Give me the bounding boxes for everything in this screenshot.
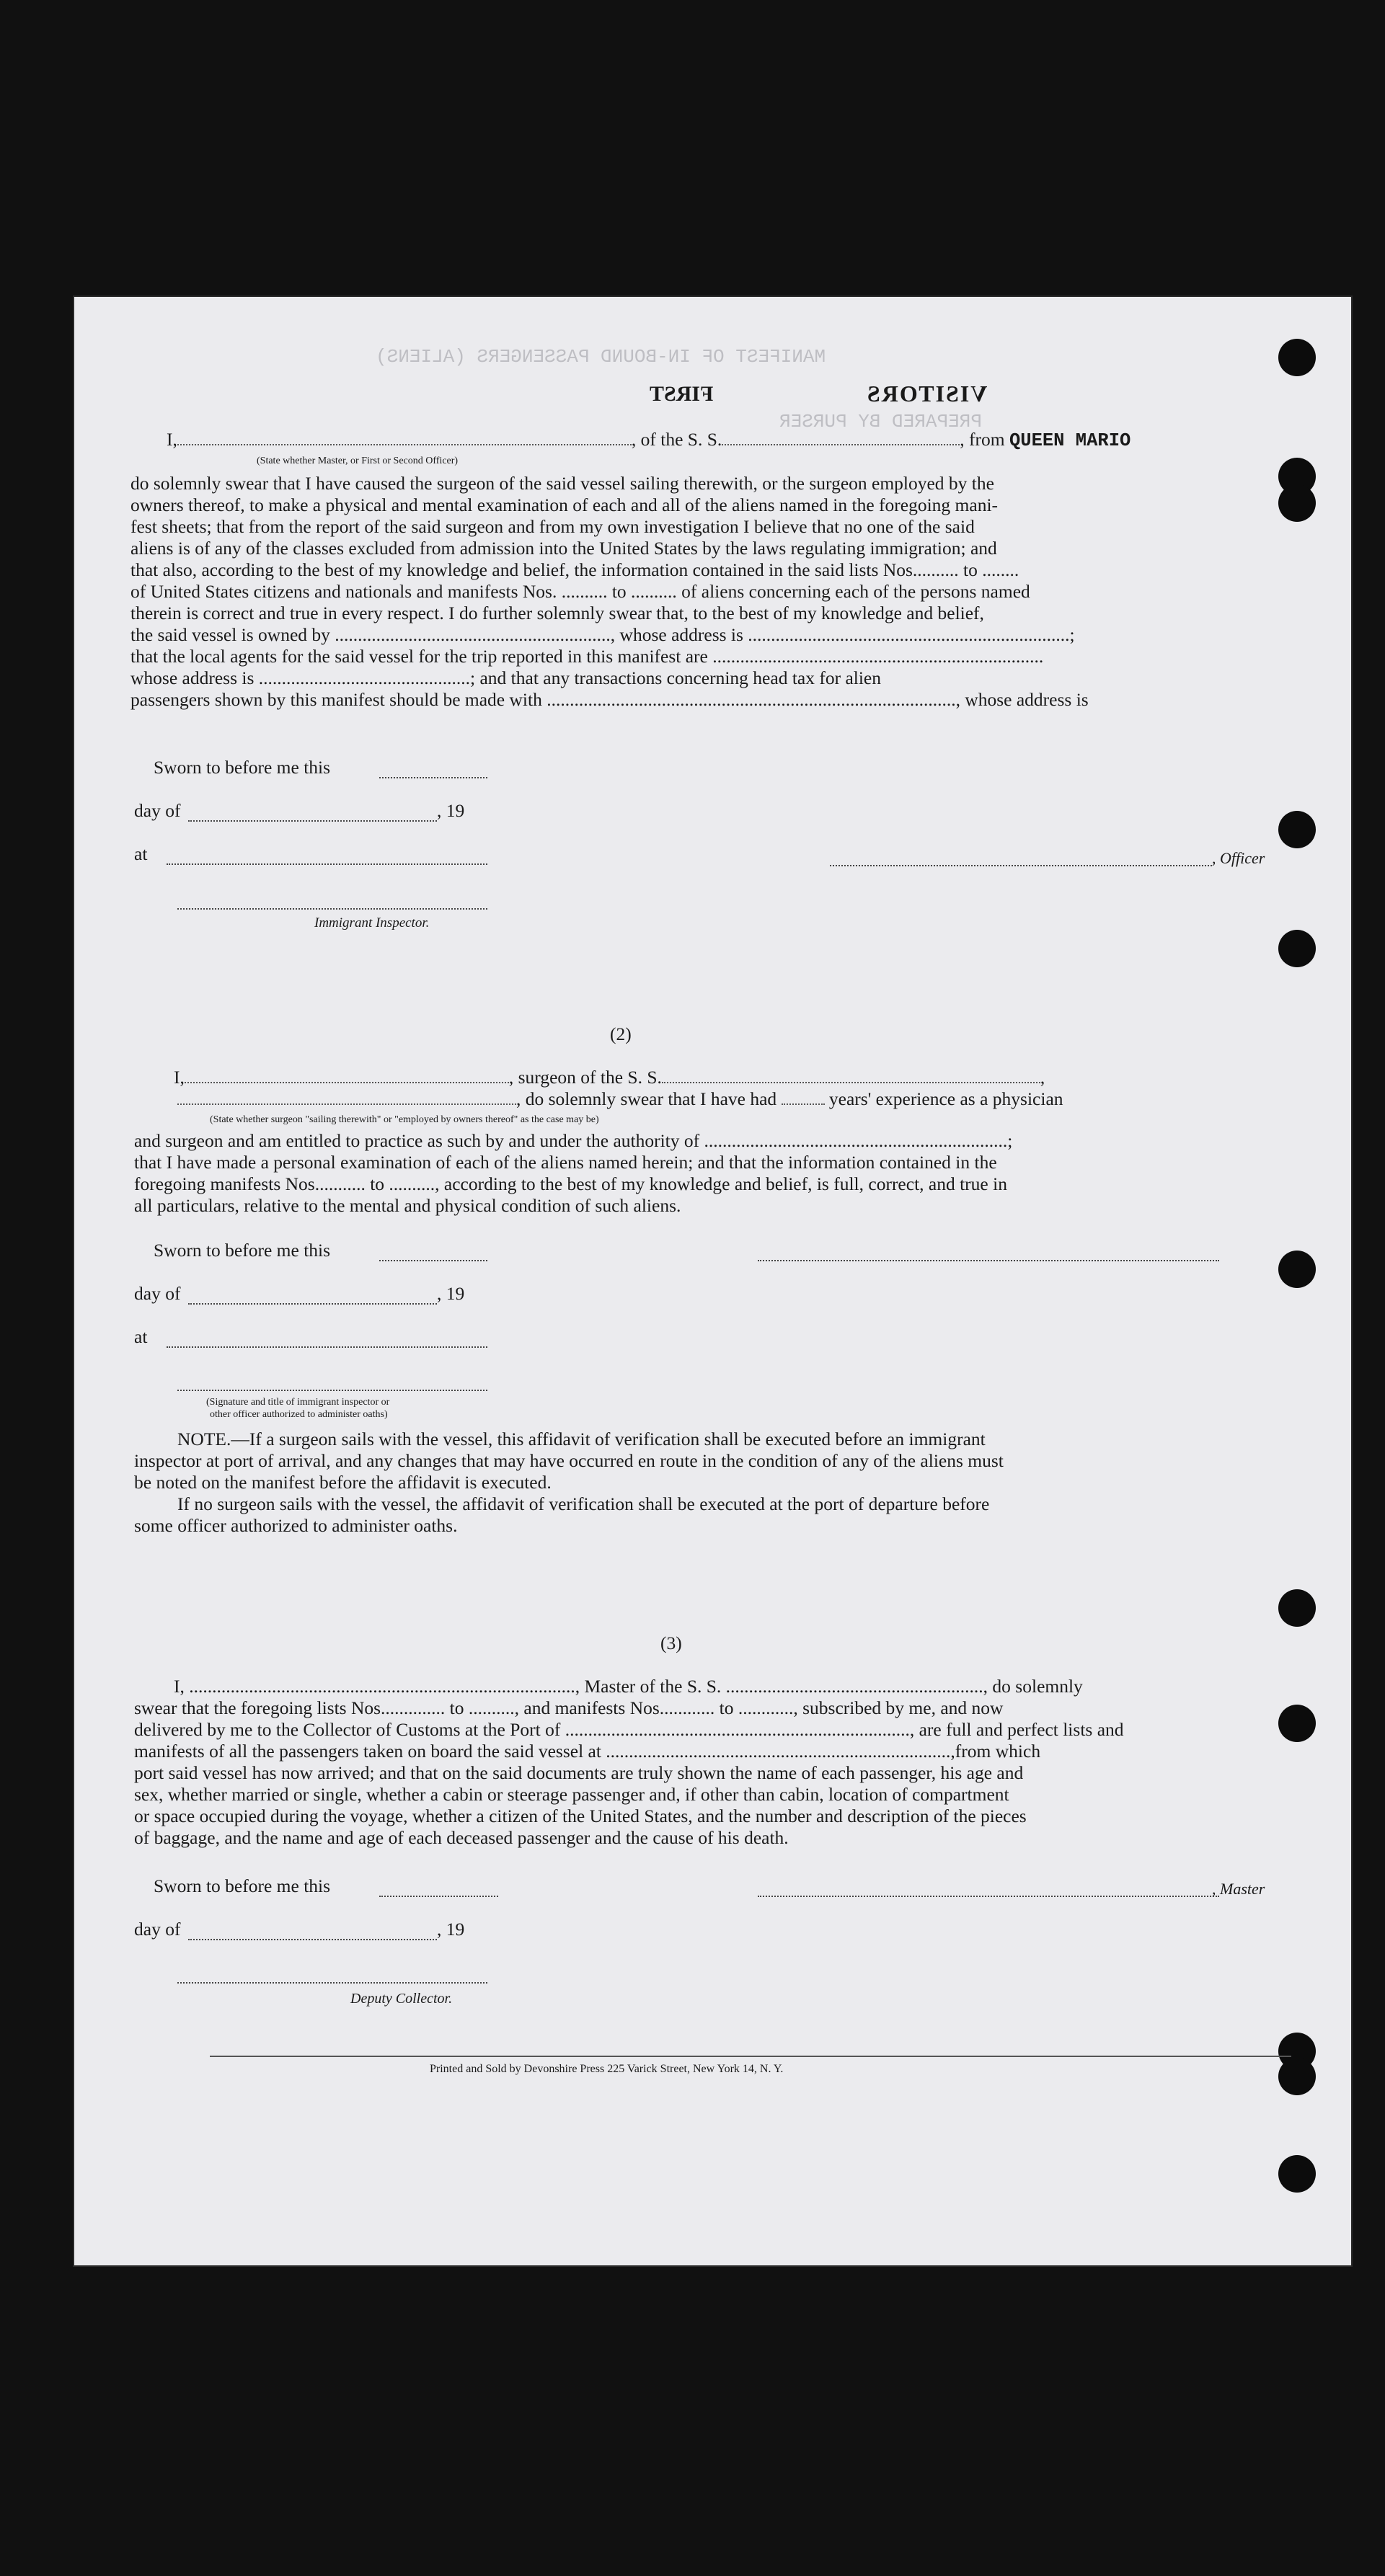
day-of-label: day of [134,1919,181,1940]
paragraph-line: that also, according to the best of my knowledge and belief, the information contained in the said lists Nos.......... to ........ [130,559,1019,580]
note-line: inspector at port of arrival, and any changes that may have occurred en route in the condition of any of the aliens must [134,1450,1004,1471]
paragraph-line: that I have made a personal examination of each of the aliens named herein; and that the information contained in the [134,1152,997,1173]
section2-note: (State whether surgeon "sailing therewith" or "employed by owners thereof" as the case may be) [210,1114,599,1125]
master-label: , Master [1212,1880,1265,1898]
paragraph-line: I, ...................................................................................., Master of the S. S. ........................................................, do solemnly [174,1676,1083,1697]
year-label: , 19 [437,800,465,821]
sworn-label: Sworn to before me this [154,1875,331,1896]
bleed-through-stamp: PREPARED BY PURSER [779,411,982,432]
master-signature-line [758,1896,1219,1897]
paragraph-line: port said vessel has now arrived; and that on the said documents are truly shown the name of each passenger, his age and [134,1762,1024,1783]
section2-number: (2) [610,1023,632,1044]
at-label: at [134,843,148,864]
paragraph-line: swear that the foregoing lists Nos.............. to .........., and manifests Nos............ to ............, subscribed by me, and now [134,1697,1004,1718]
officer-label: , Officer [1212,849,1265,867]
year-label: , 19 [437,1919,465,1940]
paragraph-line: the said vessel is owned by ............................................................, whose address is ......................................................................; [130,624,1075,645]
inspector-label: Immigrant Inspector. [314,915,430,931]
paragraph-line: of baggage, and the name and age of each deceased passenger and the cause of his death. [134,1827,789,1848]
sworn-date-line [379,777,487,778]
punch-hole [1278,930,1316,967]
bleed-through-stamp: MANIFEST OF IN-BOUND PASSENGERS (ALIENS) [376,346,826,368]
sworn-date-line [379,1896,498,1897]
day-of-line [188,1303,437,1305]
note-paragraph [134,1429,1291,1537]
paragraph-line: do solemnly swear that I have caused the surgeon of the said vessel sailing therewith, or the surgeon employed by the [130,473,994,494]
year-label: , 19 [437,1283,465,1304]
paragraph-line: passengers shown by this manifest should be made with ........................................................................................., whose address is [130,689,1089,710]
paragraph-line: or space occupied during the voyage, whether a citizen of the United States, and the number and description of the pieces [134,1806,1027,1826]
day-of-line [188,1939,437,1940]
section2-oath-line: I, , surgeon of the S. S. , [174,1067,1045,1088]
printer-imprint: Printed and Sold by Devonshire Press 225 Varick Street, New York 14, N. Y. [430,2063,784,2075]
at-line [167,863,487,865]
officer-signature-line [830,865,1212,866]
paragraph-line: delivered by me to the Collector of Customs at the Port of ..........................................................................., are full and perfect lists and [134,1719,1124,1740]
from-port-value: QUEEN MARIO [1009,430,1131,451]
title-visitors: VISITORS [866,381,988,407]
paragraph-line: therein is correct and true in every respect. I do further solemnly swear that, to the best of my knowledge and belief, [130,603,984,623]
punch-hole [1278,339,1316,376]
paragraph-line: and surgeon and am entitled to practice as such by and under the authority of ..................................................................; [134,1130,1013,1151]
paragraph-line: whose address is ..............................................; and that any transactions concerning head tax for alien [130,667,882,688]
section1-note: (State whether Master, or First or Second Officer) [257,456,459,466]
section3-number: (3) [660,1633,682,1653]
inspector-signature-line [177,908,487,910]
signature-note: other officer authorized to administer oaths) [210,1409,388,1420]
sworn-label: Sworn to before me this [154,1240,331,1261]
note-line: some officer authorized to administer oaths. [134,1515,458,1536]
at-line [167,1346,487,1348]
signature-line [758,1260,1219,1261]
section1-oath-line: I, , of the S. S. , from QUEEN MARIO [167,429,1131,451]
section2-paragraph [134,1130,1291,1217]
signature-note: (Signature and title of immigrant inspector or [206,1397,390,1408]
note-line: If no surgeon sails with the vessel, the affidavit of verification shall be executed at the port of departure before [177,1493,990,1514]
punch-hole [1278,1251,1316,1288]
paragraph-line: aliens is of any of the classes excluded from admission into the United States by the laws regulating immigration; and [130,538,997,559]
paragraph-line: manifests of all the passengers taken on board the said vessel at ...........................................................................,from which [134,1741,1041,1762]
sworn-label: Sworn to before me this [154,757,331,778]
day-of-line [188,820,437,822]
day-of-label: day of [134,1283,181,1304]
day-of-label: day of [134,800,181,821]
document-page [73,296,1353,2267]
punch-hole [1278,1589,1316,1627]
paragraph-line: fest sheets; that from the report of the said surgeon and from my own investigation I believe that no one of the said [130,516,975,537]
footer-rule [210,2056,1291,2057]
paragraph-line: owners thereof, to make a physical and mental examination of each and all of the aliens named in the foregoing mani- [130,494,999,515]
paragraph-line: foregoing manifests Nos........... to .........., according to the best of my knowledge and belief, is full, correct, and true in [134,1173,1007,1194]
title-first: FIRST [650,382,714,406]
at-label: at [134,1326,148,1347]
paragraph-line: of United States citizens and nationals and manifests Nos. .......... to .......... of aliens concerning each of the persons named [130,581,1030,602]
section3-paragraph [134,1676,1291,1849]
collector-signature-line [177,1982,487,1984]
paragraph-line: sex, whether married or single, whether a cabin or steerage passenger and, if other than cabin, location of compartment [134,1784,1009,1805]
punch-hole [1278,2058,1316,2095]
punch-hole [1278,2155,1316,2193]
section1-paragraph [130,473,1291,711]
note-line: NOTE.—If a surgeon sails with the vessel, this affidavit of verification shall be executed before an immigrant [177,1429,986,1449]
collector-label: Deputy Collector. [350,1991,453,2007]
note-line: be noted on the manifest before the affidavit is executed. [134,1472,552,1493]
sworn-date-line [379,1260,487,1261]
paragraph-line: all particulars, relative to the mental and physical condition of such aliens. [134,1195,681,1216]
section2-line2: , do solemnly swear that I have had years' experience as a physician [177,1088,1063,1110]
punch-hole [1278,811,1316,848]
inspector-signature-line [177,1390,487,1391]
paragraph-line: that the local agents for the said vessel for the trip reported in this manifest are ........................................................................ [130,646,1044,667]
